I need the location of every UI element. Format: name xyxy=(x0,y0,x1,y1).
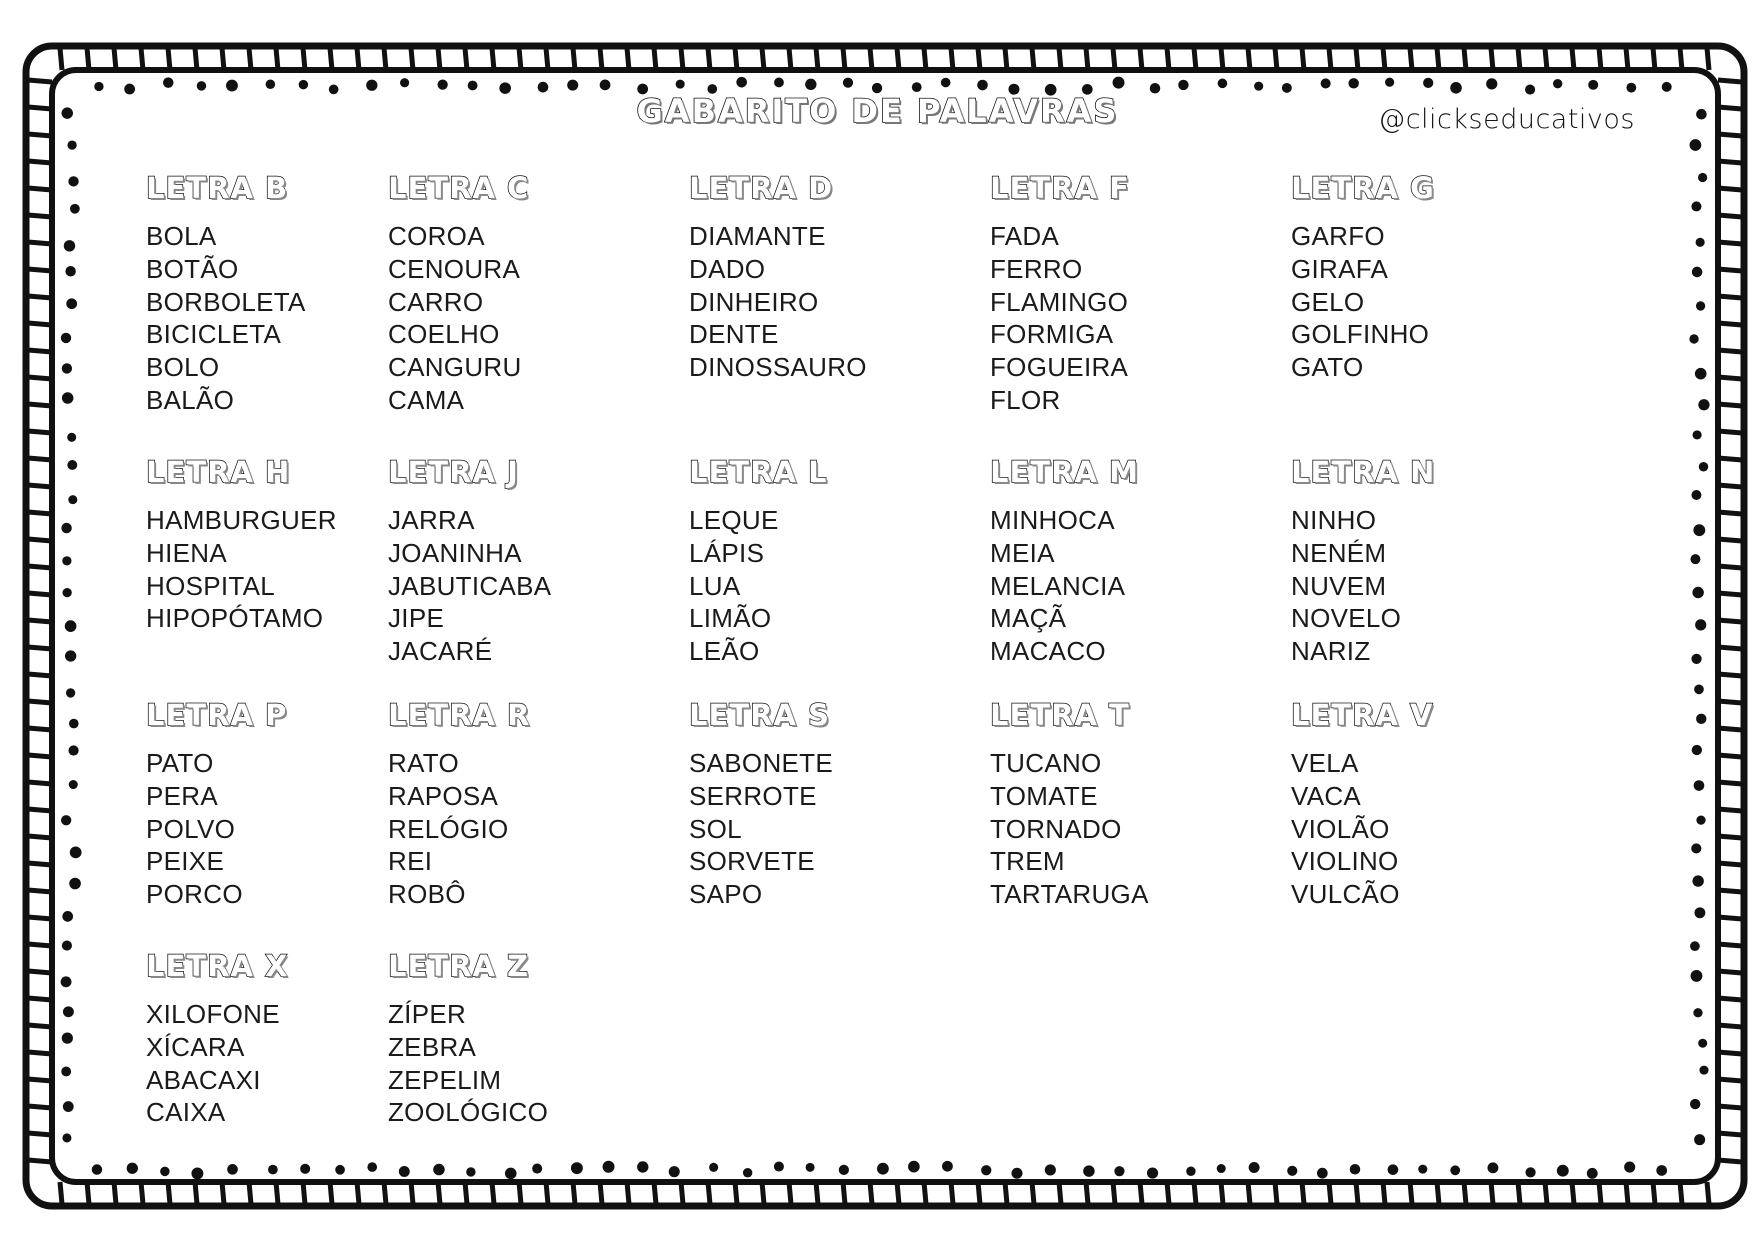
word-item: LUA xyxy=(689,570,741,601)
word-list xyxy=(689,220,867,384)
word-item: GIRAFA xyxy=(1291,253,1389,284)
letter-group xyxy=(990,454,1139,668)
word-item: FLOR xyxy=(990,384,1061,415)
word-item: CENOURA xyxy=(388,253,521,284)
letter-group xyxy=(990,170,1130,417)
word-item: GELO xyxy=(1291,286,1365,317)
word-item: BALÃO xyxy=(146,384,235,415)
word-item: COROA xyxy=(388,221,485,251)
word-item: ZEPELIM xyxy=(388,1064,502,1095)
word-list xyxy=(689,504,827,668)
letter-group xyxy=(1291,170,1435,384)
letter-group xyxy=(1291,697,1433,911)
word-list xyxy=(146,998,288,1129)
word-item: ROBÔ xyxy=(388,879,466,910)
word-item: DENTE xyxy=(689,319,779,350)
letter-group xyxy=(146,170,306,417)
word-item: JOANINHA xyxy=(388,537,522,568)
word-item: VIOLÃO xyxy=(1291,813,1390,844)
word-item: DINHEIRO xyxy=(689,286,819,317)
word-item: JACARÉ xyxy=(388,636,493,667)
word-item: BORBOLETA xyxy=(146,286,306,317)
word-list xyxy=(990,220,1130,417)
word-item: SOL xyxy=(689,813,742,844)
word-list xyxy=(990,747,1149,911)
word-item: JARRA xyxy=(388,505,475,535)
word-item: NUVEM xyxy=(1291,570,1387,601)
letter-heading: LETRA R xyxy=(388,698,531,732)
page-title: GABARITO DE PALAVRAS xyxy=(636,92,1119,130)
word-list xyxy=(388,220,529,417)
word-item: PATO xyxy=(146,748,214,778)
word-item: MELANCIA xyxy=(990,570,1126,601)
word-item: GARFO xyxy=(1291,221,1385,251)
letter-group xyxy=(1291,454,1435,668)
word-item: FORMIGA xyxy=(990,319,1114,350)
word-item: PEIXE xyxy=(146,846,225,877)
word-item: MAÇÃ xyxy=(990,603,1067,634)
letter-group xyxy=(146,697,287,911)
letter-group xyxy=(388,697,530,911)
word-item: MACACO xyxy=(990,636,1106,667)
word-item: BOTÃO xyxy=(146,253,239,284)
letter-group xyxy=(689,170,867,384)
word-item: HOSPITAL xyxy=(146,570,276,601)
word-item: VACA xyxy=(1291,780,1362,811)
word-item: FADA xyxy=(990,221,1060,251)
word-item: COELHO xyxy=(388,319,500,350)
word-item: FOGUEIRA xyxy=(990,352,1129,383)
word-item: XÍCARA xyxy=(146,1031,245,1062)
word-item: FLAMINGO xyxy=(990,286,1129,317)
letter-heading: LETRA B xyxy=(146,171,289,205)
word-item: NARIZ xyxy=(1291,636,1371,667)
word-item: HIPOPÓTAMO xyxy=(146,603,324,634)
word-item: CAIXA xyxy=(146,1097,226,1128)
word-item: LEÃO xyxy=(689,636,760,667)
word-list xyxy=(1291,220,1435,384)
letter-heading: LETRA X xyxy=(146,949,289,983)
letter-heading: LETRA H xyxy=(146,455,291,489)
word-list xyxy=(388,747,530,911)
word-item: RELÓGIO xyxy=(388,813,509,844)
author-handle: @clickseducativos xyxy=(1378,104,1635,135)
word-item: ZEBRA xyxy=(388,1031,477,1062)
letter-heading: LETRA S xyxy=(689,698,830,732)
word-item: JIPE xyxy=(388,603,445,634)
letter-heading: LETRA J xyxy=(388,455,519,489)
word-list xyxy=(388,504,551,668)
letter-group xyxy=(990,697,1149,911)
word-item: DIAMANTE xyxy=(689,221,826,251)
word-item: ZÍPER xyxy=(388,999,467,1029)
word-item: GATO xyxy=(1291,352,1364,383)
word-item: CAMA xyxy=(388,384,465,415)
word-item: VELA xyxy=(1291,748,1359,778)
word-item: TOMATE xyxy=(990,780,1098,811)
word-item: BOLO xyxy=(146,352,220,383)
letter-heading: LETRA V xyxy=(1291,698,1434,732)
word-item: LEQUE xyxy=(689,505,779,535)
word-item: LÁPIS xyxy=(689,537,765,568)
letter-group xyxy=(146,948,288,1129)
word-item: TUCANO xyxy=(990,748,1102,778)
letter-heading: LETRA M xyxy=(990,455,1139,489)
letter-heading: LETRA G xyxy=(1291,171,1435,205)
word-item: ABACAXI xyxy=(146,1064,261,1095)
word-item: GOLFINHO xyxy=(1291,319,1430,350)
word-item: DADO xyxy=(689,253,766,284)
word-item: CARRO xyxy=(388,286,484,317)
word-item: SABONETE xyxy=(689,748,833,778)
word-item: MINHOCA xyxy=(990,505,1115,535)
word-list xyxy=(146,504,337,635)
word-item: HAMBURGUER xyxy=(146,505,337,535)
word-item: TORNADO xyxy=(990,813,1122,844)
word-item: BICICLETA xyxy=(146,319,282,350)
letter-heading: LETRA F xyxy=(990,171,1130,205)
word-item: SERROTE xyxy=(689,780,817,811)
word-item: PORCO xyxy=(146,879,243,910)
word-item: JABUTICABA xyxy=(388,570,552,601)
letter-group xyxy=(388,170,529,417)
word-list xyxy=(388,998,548,1129)
letter-heading: LETRA L xyxy=(689,455,828,489)
word-list xyxy=(689,747,833,911)
word-item: SORVETE xyxy=(689,846,815,877)
word-item: MEIA xyxy=(990,537,1055,568)
word-item: FERRO xyxy=(990,253,1083,284)
word-item: DINOSSAURO xyxy=(689,352,867,383)
word-list xyxy=(1291,504,1435,668)
letter-group xyxy=(388,948,548,1129)
word-item: RAPOSA xyxy=(388,780,499,811)
word-item: VULCÃO xyxy=(1291,879,1400,910)
letter-heading: LETRA T xyxy=(990,698,1130,732)
word-item: REI xyxy=(388,846,433,877)
letter-heading: LETRA Z xyxy=(388,949,529,983)
word-item: TARTARUGA xyxy=(990,879,1149,910)
letter-group xyxy=(146,454,337,635)
letter-group xyxy=(689,454,827,668)
word-list xyxy=(990,504,1139,668)
letter-heading: LETRA N xyxy=(1291,455,1436,489)
word-item: RATO xyxy=(388,748,460,778)
letter-group xyxy=(689,697,833,911)
word-item: BOLA xyxy=(146,221,217,251)
word-item: ZOOLÓGICO xyxy=(388,1097,549,1128)
letter-group xyxy=(388,454,551,668)
letter-heading: LETRA C xyxy=(388,171,530,205)
word-item: NINHO xyxy=(1291,505,1377,535)
word-item: NENÉM xyxy=(1291,537,1387,568)
word-item: LIMÃO xyxy=(689,603,772,634)
word-item: POLVO xyxy=(146,813,236,844)
word-list xyxy=(1291,747,1433,911)
word-list xyxy=(146,747,287,911)
word-item: CANGURU xyxy=(388,352,522,383)
word-item: HIENA xyxy=(146,537,227,568)
word-item: TREM xyxy=(990,846,1065,877)
word-item: XILOFONE xyxy=(146,999,280,1029)
word-list xyxy=(146,220,306,417)
word-item: VIOLINO xyxy=(1291,846,1399,877)
letter-heading: LETRA D xyxy=(689,171,834,205)
word-item: PERA xyxy=(146,780,219,811)
letter-heading: LETRA P xyxy=(146,698,288,732)
word-item: SAPO xyxy=(689,879,763,910)
word-item: NOVELO xyxy=(1291,603,1402,634)
